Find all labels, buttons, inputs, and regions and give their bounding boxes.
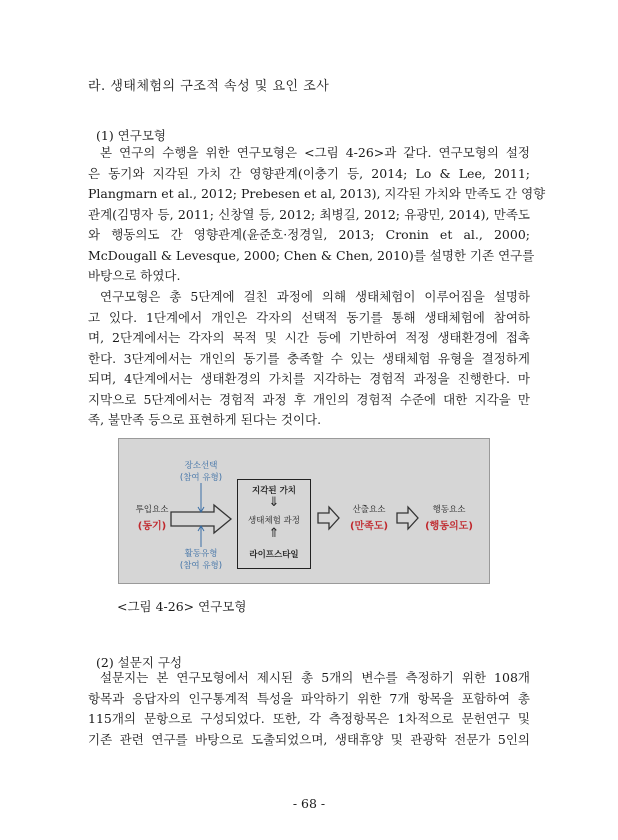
ecotourism-process-box bbox=[237, 479, 311, 569]
text-line: 연구모형은 총 5단계에 걸친 과정에 의해 생태체험이 이루어짐을 설명하 bbox=[100, 289, 530, 304]
down-arrow-icon: ⇓ bbox=[268, 495, 280, 510]
figure-caption: <그림 4-26> 연구모형 bbox=[117, 599, 247, 614]
output-element-value: (만족도) bbox=[349, 521, 389, 532]
subsection-title-research-model: (1) 연구모형 bbox=[96, 128, 166, 143]
perceived-value-label: 지각된 가치 bbox=[251, 486, 296, 496]
section-title: 라. 생태체험의 구조적 속성 및 요인 조사 bbox=[88, 79, 330, 94]
text-line: 한다. 3단계에서는 개인의 동기를 충족할 수 있는 생태체험 유형을 결정하게 bbox=[88, 350, 530, 366]
text-line: 와 행동의도 간 영향관계(윤준호·정경일, 2013; Cronin et al., 2000; bbox=[88, 227, 530, 242]
paragraph-five-stages bbox=[88, 287, 530, 431]
text-line: 되며, 4단계에서는 생태환경의 가치를 지각하는 경험적 과정을 진행한다. 마 bbox=[88, 371, 530, 386]
output-arrow-icon bbox=[318, 507, 339, 529]
behavior-element-label: 행동요소 bbox=[432, 505, 466, 515]
text-line: 고 있다. 1단계에서 개인은 각자의 선택적 동기를 통해 생태체험에 참여하 bbox=[88, 309, 530, 325]
lifestyle-label: 라이프스타일 bbox=[249, 550, 299, 560]
text-line: 115개의 문항으로 구성되었다. 또한, 각 측정항목은 1차적으로 문헌연구 및 bbox=[88, 711, 530, 726]
text-line: 족, 불만족 등으로 표현하게 된다는 것이다. bbox=[88, 412, 322, 427]
text-line: 지막으로 5단계에서는 경험적 과정 후 개인의 경험적 수준에 대한 지각을 만 bbox=[88, 391, 530, 407]
text-line: 며, 2단계에서는 각자의 목적 및 시간 등에 기반하여 적정 생태환경에 접촉 bbox=[88, 330, 530, 345]
behavior-arrow-icon bbox=[397, 507, 418, 529]
activity-type-label: 활동유형 (참여 유형) bbox=[179, 549, 223, 571]
input-element-label: 투입요소 bbox=[135, 505, 169, 515]
text-line: McDougall & Levesque, 2000; Chen & Chen, 2010)를 설명한 기존 연구를 bbox=[88, 247, 535, 263]
paragraph-research-model-setup bbox=[88, 143, 546, 287]
text-line: 본 연구의 수행을 위한 연구모형은 <그림 4-26>과 같다. 연구모형의 설정 bbox=[100, 145, 530, 160]
input-element-value: (동기) bbox=[137, 521, 167, 532]
output-element-label: 산출요소 bbox=[352, 505, 386, 515]
page-number: - 68 - bbox=[292, 796, 326, 811]
text-line: 관계(김명자 등, 2011; 신창열 등, 2012; 최병길, 2012; 유광민, 2014), 만족도 bbox=[88, 206, 530, 222]
text-line: 은 동기와 지각된 가치 간 영향관계(이충기 등, 2014; Lo & Lee, 2011; bbox=[88, 165, 530, 181]
research-model-figure bbox=[118, 438, 490, 584]
up-arrow-icon: ⇑ bbox=[268, 526, 280, 541]
text-line: 설문지는 본 연구모형에서 제시된 총 5개의 변수를 측정하기 위한 108개 bbox=[100, 670, 530, 685]
paragraph-questionnaire bbox=[88, 668, 530, 750]
process-label: 생태체험 과정 bbox=[248, 516, 300, 526]
text-line: 바탕으로 하였다. bbox=[88, 268, 181, 283]
place-choice-label: 장소선택 (참여 유형) bbox=[179, 461, 223, 483]
text-line: 기존 관련 연구를 바탕으로 도출되었으며, 생태휴양 및 관광학 전문가 5인의 bbox=[88, 731, 530, 747]
text-line: 항목과 응답자의 인구통계적 특성을 파악하기 위한 7개 항목을 포함하여 총 bbox=[88, 690, 530, 706]
text-line: Plangmarn et al., 2012; Prebesen et al, 2013), 지각된 가치와 만족도 간 영향 bbox=[88, 186, 546, 201]
behavior-element-value: (행동의도) bbox=[425, 521, 473, 532]
subsection-title-questionnaire: (2) 설문지 구성 bbox=[96, 655, 183, 670]
